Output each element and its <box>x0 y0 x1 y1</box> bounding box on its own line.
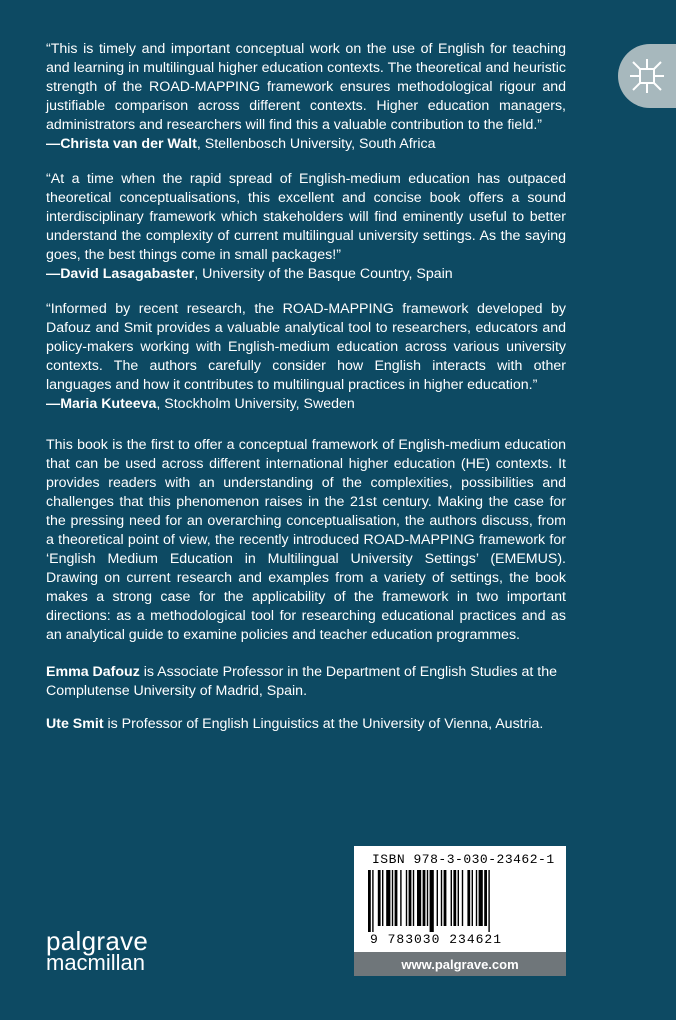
isbn-barcode-box <box>354 846 566 952</box>
quote-author: Christa van der Walt <box>60 136 197 152</box>
quote-2 <box>46 170 566 284</box>
barcode-bar <box>451 870 452 926</box>
barcode-bar <box>476 870 477 926</box>
barcode-bar <box>400 870 401 926</box>
isbn-label: ISBN 978-3-030-23462-1 <box>372 852 555 867</box>
barcode-bar <box>372 870 373 932</box>
palgrave-star-icon <box>627 56 667 96</box>
barcode-bar <box>462 870 463 926</box>
barcode-bar <box>437 870 438 926</box>
quote-attribution: —David Lasagabaster, University of the Basque Country, Spain <box>46 266 453 282</box>
barcode-bar <box>413 870 414 926</box>
back-cover-text <box>46 40 566 734</box>
barcode-bar <box>484 870 487 926</box>
quote-3 <box>46 300 566 414</box>
barcode-bar <box>488 870 489 932</box>
barcode-bar <box>472 870 473 926</box>
author-name: Emma Dafouz <box>46 664 140 680</box>
barcode-bar <box>427 870 428 926</box>
barcode-bar <box>406 870 407 926</box>
quote-author: David Lasagabaster <box>60 266 195 282</box>
barcode-bar <box>382 870 383 926</box>
book-description: This book is the first to offer a conceptual framework of English-medium education that can be used across different international higher education (HE) contexts. It provides readers with an understanding of the complexities, possibilities and challenges that this phenomenon raises in the 21st century. Making the case for the pressing need for an overarching conceptualisation, the authors discuss, from a theoretical point of view, the recently introduced ROAD-MAPPING framework for ‘English Medium Education in Multilingual University Settings’ (EMEMUS). Drawing on current research and examples from a variety of settings, the book makes a strong case for the applicability of the framework in two important directions: as a methodological tool for researching educational practices and as an analytical guide to examine policies and teacher education programmes. <box>46 437 566 643</box>
barcode-bar <box>441 870 442 926</box>
barcode-bar <box>458 870 459 926</box>
barcode-bar <box>409 870 412 926</box>
barcode-bar <box>417 870 421 926</box>
author-bio-2: Ute Smit is Professor of English Linguistics at the University of Vienna, Austria. <box>46 716 544 732</box>
quote-attribution: —Christa van der Walt, Stellenbosch University, South Africa <box>46 136 436 152</box>
quote-text: “Informed by recent research, the ROAD-MAPPING framework developed by Dafouz and Smit provides a valuable analytical tool to researchers, educators and policy-makers working with English-medium education across various university contexts. The authors carefully consider how English interacts with other languages and how it contributes to multilingual practices in higher education.” <box>46 301 566 393</box>
quote-author: Maria Kuteeva <box>60 396 157 412</box>
barcode-bar <box>378 870 381 926</box>
barcode-bar <box>368 870 371 932</box>
ean-digits: 9 783030 234621 <box>370 932 503 947</box>
barcode-bar <box>392 870 393 926</box>
publisher-name-line1: palgrave <box>46 926 149 956</box>
palgrave-logo-badge <box>618 44 676 108</box>
barcode-bar <box>479 870 483 926</box>
publisher-name-line2: macmillan <box>46 950 146 975</box>
publisher-logo <box>46 926 149 975</box>
quote-affiliation: , Stellenbosch University, South Africa <box>196 136 436 152</box>
quote-text: “This is timely and important conceptual work on the use of English for teaching and learning in multilingual higher education contexts. The theoretical and heuristic strength of the ROAD-MAPPING framework ensures methodological rigour and justifiable comparison across different contexts. Higher education managers, administrators and researchers will find this a valuable contribution to the field.” <box>46 41 566 133</box>
barcode-bar <box>453 870 456 926</box>
barcode-bar <box>423 870 426 926</box>
quote-text: “At a time when the rapid spread of English-medium education has outpaced theoretical conceptualisations, this excellent and concise book offers a sound interdisciplinary framework which stakeholders will find eminently useful to better understand the complexity of current multilingual university settings. As the saying goes, the best things come in small packages!” <box>46 171 566 263</box>
quote-affiliation: , University of the Basque Country, Spain <box>194 266 453 282</box>
quote-attribution: —Maria Kuteeva, Stockholm University, Sweden <box>46 396 355 412</box>
barcode-bar <box>430 870 434 932</box>
quote-1 <box>46 40 566 154</box>
barcode-icon <box>368 870 552 932</box>
publisher-url[interactable]: www.palgrave.com <box>354 952 566 976</box>
barcode-bar <box>395 870 398 926</box>
barcode-bar <box>444 870 447 926</box>
barcode-bar <box>467 870 470 926</box>
author-bio-1: Emma Dafouz is Associate Professor in the Department of English Studies at the Complutense University of Madrid, Spain. <box>46 664 557 699</box>
barcode-bar <box>386 870 390 926</box>
quote-affiliation: , Stockholm University, Sweden <box>156 396 355 412</box>
author-name: Ute Smit <box>46 716 104 732</box>
